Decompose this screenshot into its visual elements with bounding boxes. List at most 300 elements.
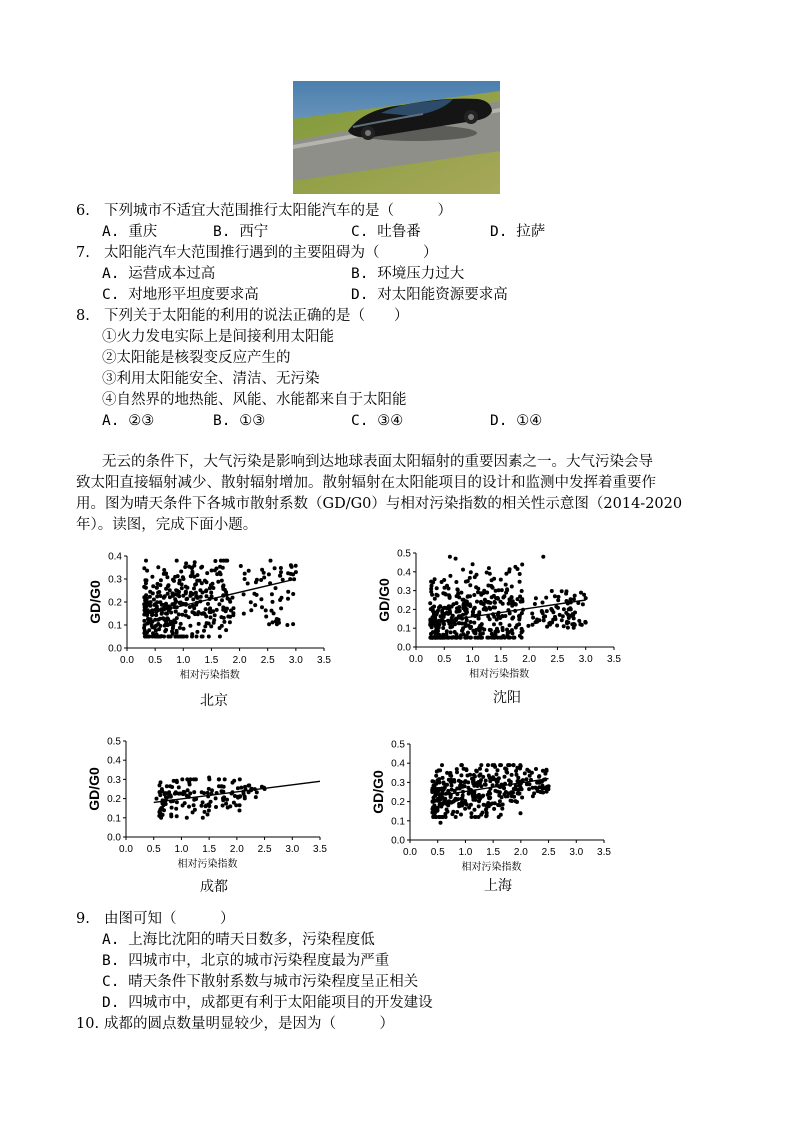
y-tick-label: 0.3 xyxy=(391,777,405,789)
data-point xyxy=(440,763,444,767)
data-point xyxy=(433,636,437,640)
data-point xyxy=(455,767,459,771)
y-tick-label: 0.4 xyxy=(397,567,411,579)
data-point xyxy=(519,811,523,815)
data-point xyxy=(459,813,463,817)
data-point xyxy=(453,636,457,640)
data-point xyxy=(206,813,210,817)
q9-option-d[interactable]: D. 四城市中，成都更有利于太阳能项目的开发建设 xyxy=(102,995,433,1011)
data-point xyxy=(431,800,435,804)
data-point xyxy=(207,809,211,813)
data-point xyxy=(196,596,200,600)
data-point xyxy=(444,632,448,636)
data-point xyxy=(448,595,452,599)
data-point xyxy=(572,597,576,601)
data-point xyxy=(169,814,173,818)
data-point xyxy=(150,575,154,579)
data-point xyxy=(433,811,437,815)
data-point xyxy=(271,620,275,624)
data-point xyxy=(177,785,181,789)
data-point xyxy=(584,596,588,600)
q9-option-a[interactable]: A. 上海比沈阳的晴天日数多，污染程度低 xyxy=(102,932,375,948)
data-point xyxy=(180,586,184,590)
data-point xyxy=(153,626,157,630)
data-point xyxy=(475,573,479,577)
data-point xyxy=(528,774,532,778)
data-point xyxy=(209,624,213,628)
y-axis-label: GD/G0 xyxy=(86,767,102,811)
data-point xyxy=(224,628,228,632)
data-point xyxy=(468,604,472,608)
data-point xyxy=(220,789,224,793)
data-point xyxy=(516,567,520,571)
data-point xyxy=(202,629,206,633)
x-tick-label: 3.5 xyxy=(597,847,611,858)
data-point xyxy=(204,588,208,592)
data-point xyxy=(534,767,538,771)
data-point xyxy=(242,592,246,596)
q10-number: 10. xyxy=(76,1016,100,1032)
data-point xyxy=(490,578,494,582)
data-point xyxy=(143,598,147,602)
data-point xyxy=(550,589,554,593)
x-tick-label: 1.5 xyxy=(486,847,501,858)
data-point xyxy=(493,765,497,769)
data-point xyxy=(482,589,486,593)
data-point xyxy=(448,609,452,613)
data-point xyxy=(279,566,283,570)
data-point xyxy=(566,626,570,630)
data-point xyxy=(267,622,271,626)
data-point xyxy=(562,624,566,628)
data-point xyxy=(487,566,491,570)
data-point xyxy=(567,616,571,620)
data-point xyxy=(210,569,214,573)
data-point xyxy=(499,578,503,582)
passage-line-4: 年）。读图，完成下面小题。 xyxy=(76,517,258,533)
data-point xyxy=(206,602,210,606)
data-point xyxy=(267,572,271,576)
data-point xyxy=(184,609,188,613)
data-point xyxy=(270,592,274,596)
data-point xyxy=(272,611,276,615)
data-point xyxy=(157,814,161,818)
data-point xyxy=(462,767,466,771)
data-point xyxy=(492,605,496,609)
data-point xyxy=(441,591,445,595)
x-tick-label: 1.0 xyxy=(458,847,473,858)
data-point xyxy=(520,597,524,601)
data-point xyxy=(242,612,246,616)
data-point xyxy=(220,579,224,583)
data-point xyxy=(535,620,539,624)
data-point xyxy=(449,630,453,634)
x-tick-label: 0.0 xyxy=(403,847,417,858)
data-point xyxy=(475,769,479,773)
data-point xyxy=(264,608,268,612)
data-point xyxy=(202,791,206,795)
data-point xyxy=(516,597,520,601)
data-point xyxy=(215,572,219,576)
data-point xyxy=(514,769,518,773)
data-point xyxy=(246,582,250,586)
data-point xyxy=(454,580,458,584)
data-point xyxy=(173,601,177,605)
passage-line-3: 用。图为晴天条件下各城市散射系数（GD/G0）与相对污染指数的相关性示意图（2014-2020 xyxy=(76,496,683,512)
data-point xyxy=(210,594,214,598)
data-point xyxy=(486,763,490,767)
data-point xyxy=(143,610,147,614)
x-tick-label: 3.0 xyxy=(578,654,593,665)
data-point xyxy=(163,792,167,796)
data-point xyxy=(498,763,502,767)
data-point xyxy=(286,590,290,594)
data-point xyxy=(205,571,209,575)
q9-option-b[interactable]: B. 四城市中，北京的城市污染程度最为严重 xyxy=(102,953,390,969)
data-point xyxy=(438,604,442,608)
data-point xyxy=(505,588,509,592)
q6-stem: 下列城市不适宜大范围推行太阳能汽车的是（ ） xyxy=(104,203,452,219)
q8-option-a[interactable]: A. ②③ xyxy=(102,413,155,429)
q6-option-a[interactable]: A. 重庆 xyxy=(102,224,158,240)
data-point xyxy=(497,803,501,807)
data-point xyxy=(176,635,180,639)
data-point xyxy=(144,593,148,597)
q8-option-c[interactable]: C. ③④ xyxy=(351,413,404,429)
data-point xyxy=(541,791,545,795)
data-point xyxy=(466,631,470,635)
data-point xyxy=(523,771,527,775)
data-point xyxy=(517,618,521,622)
data-point xyxy=(207,776,211,780)
data-point xyxy=(484,608,488,612)
data-point xyxy=(197,610,201,614)
data-point xyxy=(146,617,150,621)
data-point xyxy=(174,588,178,592)
data-point xyxy=(557,595,561,599)
data-point xyxy=(479,813,483,817)
data-point xyxy=(170,785,174,789)
data-point xyxy=(459,763,463,767)
data-point xyxy=(441,776,445,780)
data-point xyxy=(148,595,152,599)
x-tick-label: 0.5 xyxy=(430,847,445,858)
data-point xyxy=(502,792,506,796)
data-point xyxy=(572,622,576,626)
data-point xyxy=(289,563,293,567)
q8-statement-4: ④自然界的地热能、风能、水能都来自于太阳能 xyxy=(102,392,407,408)
data-point xyxy=(187,805,191,809)
data-point xyxy=(208,586,212,590)
data-point xyxy=(242,792,246,796)
x-tick-label: 3.0 xyxy=(569,847,584,858)
data-point xyxy=(577,619,581,623)
data-point xyxy=(489,584,493,588)
data-point xyxy=(192,803,196,807)
data-point xyxy=(205,594,209,598)
data-point xyxy=(193,808,197,812)
data-point xyxy=(442,636,446,640)
data-point xyxy=(239,564,243,568)
x-tick-label: 0.5 xyxy=(437,654,452,665)
data-point xyxy=(214,796,218,800)
q6-option-b[interactable]: B. 西宁 xyxy=(213,224,269,240)
data-point xyxy=(518,791,522,795)
data-point xyxy=(458,803,462,807)
data-point xyxy=(157,810,161,814)
x-tick-label: 0.5 xyxy=(148,655,163,666)
data-point xyxy=(533,786,537,790)
data-point xyxy=(213,613,217,617)
data-point xyxy=(247,569,251,573)
y-tick-label: 0.0 xyxy=(391,835,405,847)
data-point xyxy=(429,623,433,627)
data-point xyxy=(184,585,188,589)
data-point xyxy=(445,606,449,610)
data-point xyxy=(540,787,544,791)
data-point xyxy=(547,784,551,788)
data-point xyxy=(254,795,258,799)
data-point xyxy=(531,623,535,627)
data-point xyxy=(447,587,451,591)
data-point xyxy=(201,635,205,639)
data-point xyxy=(243,577,247,581)
chart-city-beijing: 北京 xyxy=(200,693,228,709)
data-point xyxy=(449,774,453,778)
data-point xyxy=(433,577,437,581)
data-point xyxy=(441,626,445,630)
data-point xyxy=(534,596,538,600)
data-point xyxy=(205,621,209,625)
y-tick-label: 0.4 xyxy=(391,758,405,770)
data-point xyxy=(442,782,446,786)
data-point xyxy=(527,787,531,791)
data-point xyxy=(477,617,481,621)
data-point xyxy=(169,635,173,639)
data-point xyxy=(471,796,475,800)
data-point xyxy=(226,806,230,810)
data-point xyxy=(506,635,510,639)
data-point xyxy=(238,777,242,781)
data-point xyxy=(466,594,470,598)
x-axis-label: 相对污染指数 xyxy=(469,669,530,680)
q7-stem: 太阳能汽车大范围推行遇到的主要阻碍为（ ） xyxy=(104,245,438,261)
data-point xyxy=(461,613,465,617)
x-tick-label: 2.5 xyxy=(541,847,556,858)
data-point xyxy=(192,798,196,802)
data-point xyxy=(541,769,545,773)
x-tick-label: 3.0 xyxy=(288,655,303,666)
data-point xyxy=(145,569,149,573)
data-point xyxy=(215,567,219,571)
x-tick-label: 2.5 xyxy=(550,654,565,665)
data-point xyxy=(274,586,278,590)
data-point xyxy=(182,627,186,631)
data-point xyxy=(195,630,199,634)
q6-number: 6. xyxy=(76,203,90,219)
data-point xyxy=(434,624,438,628)
q6-option-c[interactable]: C. 吐鲁番 xyxy=(351,224,421,240)
data-point xyxy=(437,777,441,781)
data-point xyxy=(173,597,177,601)
data-point xyxy=(183,565,187,569)
data-point xyxy=(269,559,273,563)
q8-option-b[interactable]: B. ①③ xyxy=(213,413,266,429)
solar-car-photo xyxy=(293,81,500,194)
data-point xyxy=(478,772,482,776)
data-point xyxy=(164,628,168,632)
data-point xyxy=(480,795,484,799)
data-point xyxy=(499,622,503,626)
y-tick-label: 0.3 xyxy=(108,574,122,586)
data-point xyxy=(175,629,179,633)
data-point xyxy=(154,613,158,617)
data-point xyxy=(249,608,253,612)
data-point xyxy=(511,636,515,640)
data-point xyxy=(486,793,490,797)
data-point xyxy=(504,583,508,587)
data-point xyxy=(531,616,535,620)
data-point xyxy=(495,772,499,776)
data-point xyxy=(508,763,512,767)
data-point xyxy=(470,777,474,781)
data-point xyxy=(175,559,179,563)
data-point xyxy=(200,804,204,808)
data-point xyxy=(280,596,284,600)
data-point xyxy=(155,797,159,801)
data-point xyxy=(484,779,488,783)
data-point xyxy=(156,565,160,569)
data-point xyxy=(473,606,477,610)
data-point xyxy=(160,787,164,791)
q8-option-d[interactable]: D. ①④ xyxy=(490,413,543,429)
data-point xyxy=(476,590,480,594)
data-point xyxy=(474,585,478,589)
chart-city-shenyang: 沈阳 xyxy=(493,690,521,706)
q7-option-d[interactable]: D. 对太阳能资源要求高 xyxy=(351,287,508,303)
data-point xyxy=(243,572,247,576)
data-point xyxy=(158,624,162,628)
q6-option-d[interactable]: D. 拉萨 xyxy=(490,224,546,240)
data-point xyxy=(434,774,438,778)
q7-option-a[interactable]: A. 运营成本过高 xyxy=(102,266,216,282)
data-point xyxy=(271,600,275,604)
data-point xyxy=(209,615,213,619)
data-point xyxy=(481,631,485,635)
data-point xyxy=(174,807,178,811)
data-point xyxy=(193,583,197,587)
data-point xyxy=(219,572,223,576)
data-point xyxy=(527,769,531,773)
data-point xyxy=(537,774,541,778)
data-point xyxy=(462,602,466,606)
data-point xyxy=(173,620,177,624)
data-point xyxy=(173,575,177,579)
data-point xyxy=(437,768,441,772)
data-point xyxy=(454,815,458,819)
data-point xyxy=(189,777,193,781)
data-point xyxy=(247,783,251,787)
data-point xyxy=(143,631,147,635)
data-point xyxy=(479,763,483,767)
data-point xyxy=(452,778,456,782)
data-point xyxy=(450,605,454,609)
data-point xyxy=(471,562,475,566)
data-point xyxy=(518,614,522,618)
data-point xyxy=(520,589,524,593)
data-point xyxy=(488,776,492,780)
data-point xyxy=(262,576,266,580)
data-point xyxy=(488,572,492,576)
q7-option-b[interactable]: B. 环境压力过大 xyxy=(351,266,465,282)
x-tick-label: 0.0 xyxy=(120,655,134,666)
data-point xyxy=(542,618,546,622)
x-axis-label: 相对污染指数 xyxy=(179,670,240,681)
data-point xyxy=(203,579,207,583)
data-point xyxy=(461,568,465,572)
data-point xyxy=(496,780,500,784)
data-point xyxy=(493,801,497,805)
data-point xyxy=(492,615,496,619)
data-point xyxy=(232,606,236,610)
data-point xyxy=(255,578,259,582)
data-point xyxy=(180,582,184,586)
data-point xyxy=(142,619,146,623)
data-point xyxy=(450,788,454,792)
data-point xyxy=(165,784,169,788)
scatter-chart-beijing xyxy=(80,548,340,688)
data-point xyxy=(526,624,530,628)
data-point xyxy=(439,821,443,825)
data-point xyxy=(277,621,281,625)
data-point xyxy=(259,578,263,582)
data-point xyxy=(466,774,470,778)
x-tick-label: 3.5 xyxy=(317,655,331,666)
q8-stem: 下列关于太阳能的利用的说法正确的是（ ） xyxy=(104,308,409,324)
data-point xyxy=(152,598,156,602)
data-point xyxy=(489,628,493,632)
q9-option-c[interactable]: C. 晴天条件下散射系数与城市污染程度呈正相关 xyxy=(102,974,419,990)
data-point xyxy=(228,598,232,602)
data-point xyxy=(171,626,175,630)
data-point xyxy=(555,624,559,628)
data-point xyxy=(217,777,221,781)
data-point xyxy=(498,615,502,619)
data-point xyxy=(497,776,501,780)
data-point xyxy=(232,779,236,783)
y-tick-label: 0.0 xyxy=(107,832,121,844)
y-tick-label: 0.2 xyxy=(397,604,411,616)
data-point xyxy=(224,609,228,613)
y-tick-label: 0.4 xyxy=(107,755,121,767)
q7-option-c[interactable]: C. 对地形平坦度要求高 xyxy=(102,287,259,303)
data-point xyxy=(428,601,432,605)
data-point xyxy=(493,630,497,634)
data-point xyxy=(155,586,159,590)
x-tick-label: 0.5 xyxy=(146,844,161,855)
data-point xyxy=(500,807,504,811)
data-point xyxy=(564,592,568,596)
data-point xyxy=(446,802,450,806)
data-point xyxy=(167,622,171,626)
data-point xyxy=(525,777,529,781)
data-point xyxy=(448,574,452,578)
data-point xyxy=(188,605,192,609)
data-point xyxy=(501,626,505,630)
data-point xyxy=(442,800,446,804)
data-point xyxy=(142,626,146,630)
data-point xyxy=(162,568,166,572)
